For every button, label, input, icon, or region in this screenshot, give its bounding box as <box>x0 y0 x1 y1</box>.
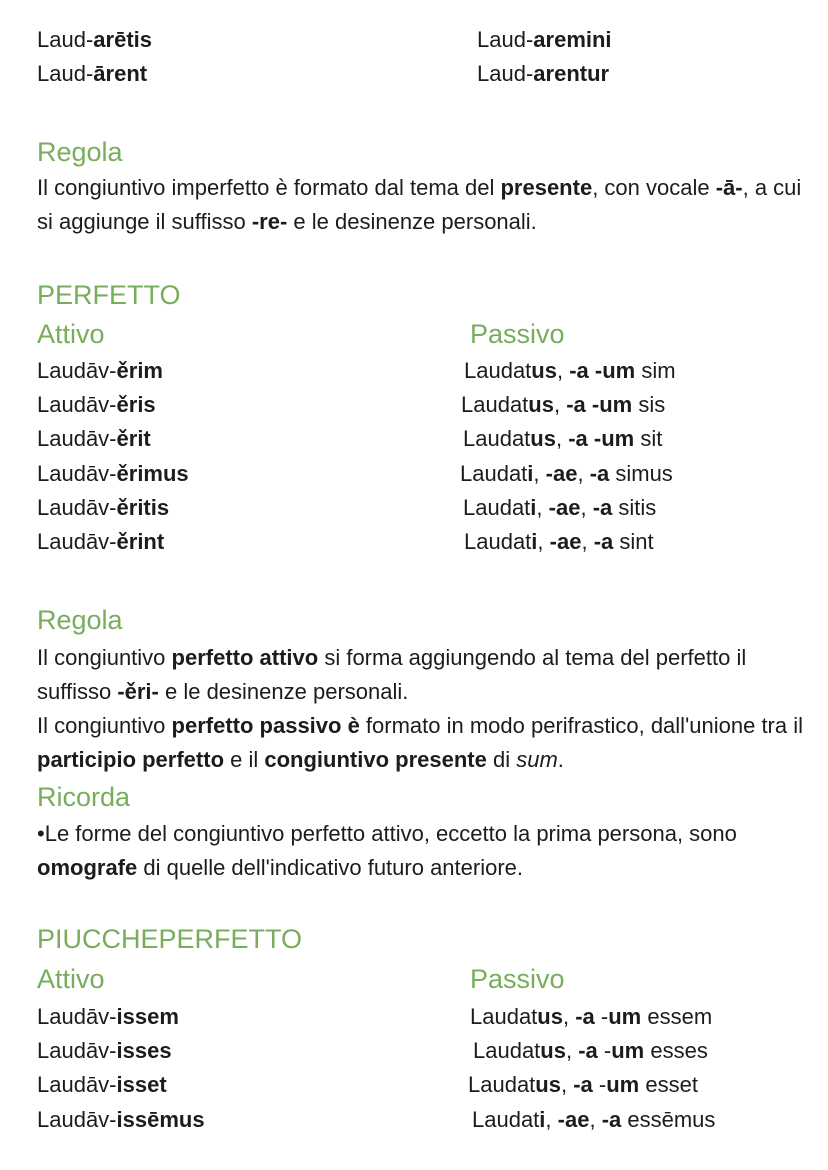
verb-ending: -a <box>568 426 588 452</box>
bold-text: participio perfetto <box>37 747 225 772</box>
regola-paragraph <box>37 709 807 777</box>
text-run: sint <box>613 529 654 554</box>
regola-paragraph <box>37 171 807 239</box>
text-run: , <box>562 1004 576 1029</box>
column-heading-attivo: Attivo <box>37 319 105 349</box>
verb-ending: us <box>537 1004 563 1029</box>
verb-ending: ěrit <box>116 426 151 452</box>
column-heading-attivo: Attivo <box>37 964 105 994</box>
text-run: di quelle dell'indicativo futuro anteriore. <box>137 855 524 880</box>
text-run: simus <box>609 460 673 486</box>
text-run: Il congiuntivo imperfetto è formato dal tema del <box>37 175 501 200</box>
column-heading-passivo: Passivo <box>470 964 565 994</box>
verb-ending: -um <box>591 392 633 418</box>
text-run: - <box>594 1004 609 1029</box>
verb-stem: Laud- <box>37 61 94 86</box>
text-run: - <box>592 1072 607 1098</box>
text-run: formato in modo perifrastico, dall'unione tra il <box>359 713 804 738</box>
text-run: esset <box>639 1072 698 1098</box>
verb-stem: Laudāv- <box>37 494 117 520</box>
verb-ending: us <box>530 426 556 452</box>
verb-stem: Laudāv- <box>37 1004 117 1029</box>
section-heading-perfetto: PERFETTO <box>37 280 181 310</box>
text-run: , <box>536 494 549 520</box>
top-row-1-passivo <box>477 23 612 57</box>
text-run: Laudat <box>461 392 529 418</box>
verb-ending: arentur <box>533 61 610 86</box>
verb-ending: issem <box>116 1004 179 1029</box>
verb-ending: us <box>535 1072 561 1098</box>
passivo-form <box>470 1000 712 1034</box>
verb-ending: -ae <box>548 494 581 520</box>
passivo-form <box>461 388 665 422</box>
regola-heading: Regola <box>37 137 123 167</box>
text-run: •Le forme del congiuntivo perfetto attivo, eccetto la prima persona, sono <box>37 821 737 846</box>
verb-ending: -a <box>573 1072 593 1098</box>
verb-stem: Laud- <box>37 27 94 52</box>
text-run: , <box>577 460 590 486</box>
verb-stem: Laudāv- <box>37 1072 117 1098</box>
verb-ending: -a <box>566 392 586 418</box>
passivo-form <box>473 1034 708 1068</box>
bold-text: perfetto attivo <box>171 645 319 670</box>
text-run: esses <box>644 1038 708 1064</box>
text-run: Laudat <box>470 1004 538 1029</box>
verb-ending: us <box>540 1038 566 1064</box>
verb-ending: i <box>527 460 534 486</box>
text-run: , <box>545 1106 558 1132</box>
bold-text: congiuntivo presente <box>264 747 487 772</box>
top-row-2-passivo <box>477 57 609 91</box>
text-run: , a cui si aggiunge il suffisso <box>37 175 802 234</box>
text-run: Laudat <box>473 1038 541 1064</box>
verb-ending: isses <box>116 1038 172 1064</box>
verb-ending: -ae <box>545 460 578 486</box>
verb-ending: issēmus <box>116 1106 205 1132</box>
text-run: , <box>580 494 593 520</box>
text-run: , <box>589 1106 602 1132</box>
section-heading-piuccheperfetto: PIUCCHEPERFETTO <box>37 924 303 954</box>
verb-ending: -ae <box>557 1106 590 1132</box>
verb-stem: Laudāv- <box>37 529 117 554</box>
attivo-form <box>37 1103 205 1137</box>
verb-ending: ěris <box>116 392 156 418</box>
text-run: Laudat <box>472 1106 540 1132</box>
passivo-form <box>472 1103 715 1137</box>
verb-ending: aremini <box>533 27 612 52</box>
text-run: sitis <box>612 494 657 520</box>
ricorda-heading: Ricorda <box>37 782 131 812</box>
text-run: Laudat <box>464 358 532 383</box>
verb-ending: um <box>608 1004 642 1029</box>
passivo-form <box>464 525 654 559</box>
text-run: di <box>486 747 517 772</box>
attivo-form <box>37 457 189 491</box>
verb-ending: ěrint <box>116 529 165 554</box>
text-run: sit <box>634 426 663 452</box>
verb-stem: Laudāv- <box>37 392 117 418</box>
passivo-form <box>464 354 676 388</box>
bold-text: omografe <box>37 855 138 880</box>
passivo-form <box>463 491 656 525</box>
text-run: , <box>537 529 550 554</box>
text-run: essēmus <box>621 1106 716 1132</box>
bold-text: -re- <box>251 209 288 234</box>
text-run: e il <box>224 747 265 772</box>
text-run: e le desinenze personali. <box>287 209 537 234</box>
column-heading-passivo: Passivo <box>470 319 565 349</box>
bold-text: presente <box>500 175 593 200</box>
text-run: , con vocale <box>592 175 716 200</box>
text-run: Laudat <box>460 460 528 486</box>
text-run: Laudat <box>463 426 531 452</box>
verb-ending: -um <box>594 358 636 383</box>
attivo-form <box>37 422 151 456</box>
verb-ending: um <box>606 1072 640 1098</box>
passivo-form <box>468 1068 698 1102</box>
verb-stem: Laud- <box>477 61 534 86</box>
verb-ending: us <box>528 392 554 418</box>
regola-paragraph <box>37 641 807 709</box>
verb-ending: -um <box>593 426 635 452</box>
text-run: , <box>565 1038 579 1064</box>
verb-stem: Laudāv- <box>37 1106 117 1132</box>
text-run: si forma aggiungendo al tema del perfetto il suffisso <box>37 645 747 704</box>
text-run: sis <box>632 392 666 418</box>
verb-ending: -a <box>578 1038 598 1064</box>
verb-ending: ěrim <box>116 358 163 383</box>
top-row-2-attivo <box>37 57 147 91</box>
text-run: Laudat <box>468 1072 536 1098</box>
attivo-form <box>37 1034 172 1068</box>
verb-ending: -a <box>589 460 610 486</box>
text-run: sim <box>635 358 676 383</box>
attivo-form <box>37 1068 167 1102</box>
verb-ending: -a <box>575 1004 595 1029</box>
verb-ending: -a <box>593 529 614 554</box>
verb-ending: i <box>539 1106 546 1132</box>
verb-stem: Laudāv- <box>37 426 117 452</box>
verb-ending: ěritis <box>116 494 170 520</box>
verb-stem: Laud- <box>477 27 534 52</box>
verb-ending: -a <box>569 358 589 383</box>
verb-ending: i <box>530 494 537 520</box>
text-run: , <box>553 392 567 418</box>
bold-text: -ā- <box>715 175 743 200</box>
text-run: Il congiuntivo <box>37 645 172 670</box>
text-run: - <box>597 1038 612 1064</box>
passivo-form <box>460 457 673 491</box>
text-run: Il congiuntivo <box>37 713 172 738</box>
verb-ending: -ae <box>549 529 582 554</box>
verb-stem: Laudāv- <box>37 460 117 486</box>
bold-text: -ěri- <box>117 679 159 704</box>
verb-stem: Laudāv- <box>37 358 117 383</box>
verb-ending: um <box>611 1038 645 1064</box>
verb-stem: Laudāv- <box>37 1038 117 1064</box>
text-run: essem <box>641 1004 713 1029</box>
text-run: , <box>581 529 594 554</box>
text-run: , <box>556 358 570 383</box>
verb-ending: arētis <box>93 27 152 52</box>
verb-ending: -a <box>601 1106 622 1132</box>
text-run: , <box>560 1072 574 1098</box>
text-run: e le desinenze personali. <box>158 679 409 704</box>
verb-ending: isset <box>116 1072 167 1098</box>
attivo-form <box>37 1000 179 1034</box>
regola-heading: Regola <box>37 605 123 635</box>
text-run: , <box>555 426 569 452</box>
verb-ending: i <box>531 529 538 554</box>
top-row-1-attivo <box>37 23 152 57</box>
italic-text: sum <box>516 747 558 772</box>
attivo-form <box>37 388 156 422</box>
text-run: . <box>557 747 564 772</box>
text-run: Laudat <box>464 529 532 554</box>
verb-ending: ěrimus <box>116 460 189 486</box>
attivo-form <box>37 491 169 525</box>
attivo-form <box>37 525 164 559</box>
bold-text: perfetto passivo è <box>171 713 360 738</box>
attivo-form <box>37 354 163 388</box>
passivo-form <box>463 422 662 456</box>
verb-ending: ārent <box>93 61 148 86</box>
text-run: , <box>533 460 546 486</box>
text-run: Laudat <box>463 494 531 520</box>
verb-ending: -a <box>592 494 613 520</box>
ricorda-paragraph <box>37 817 807 885</box>
verb-ending: us <box>531 358 557 383</box>
